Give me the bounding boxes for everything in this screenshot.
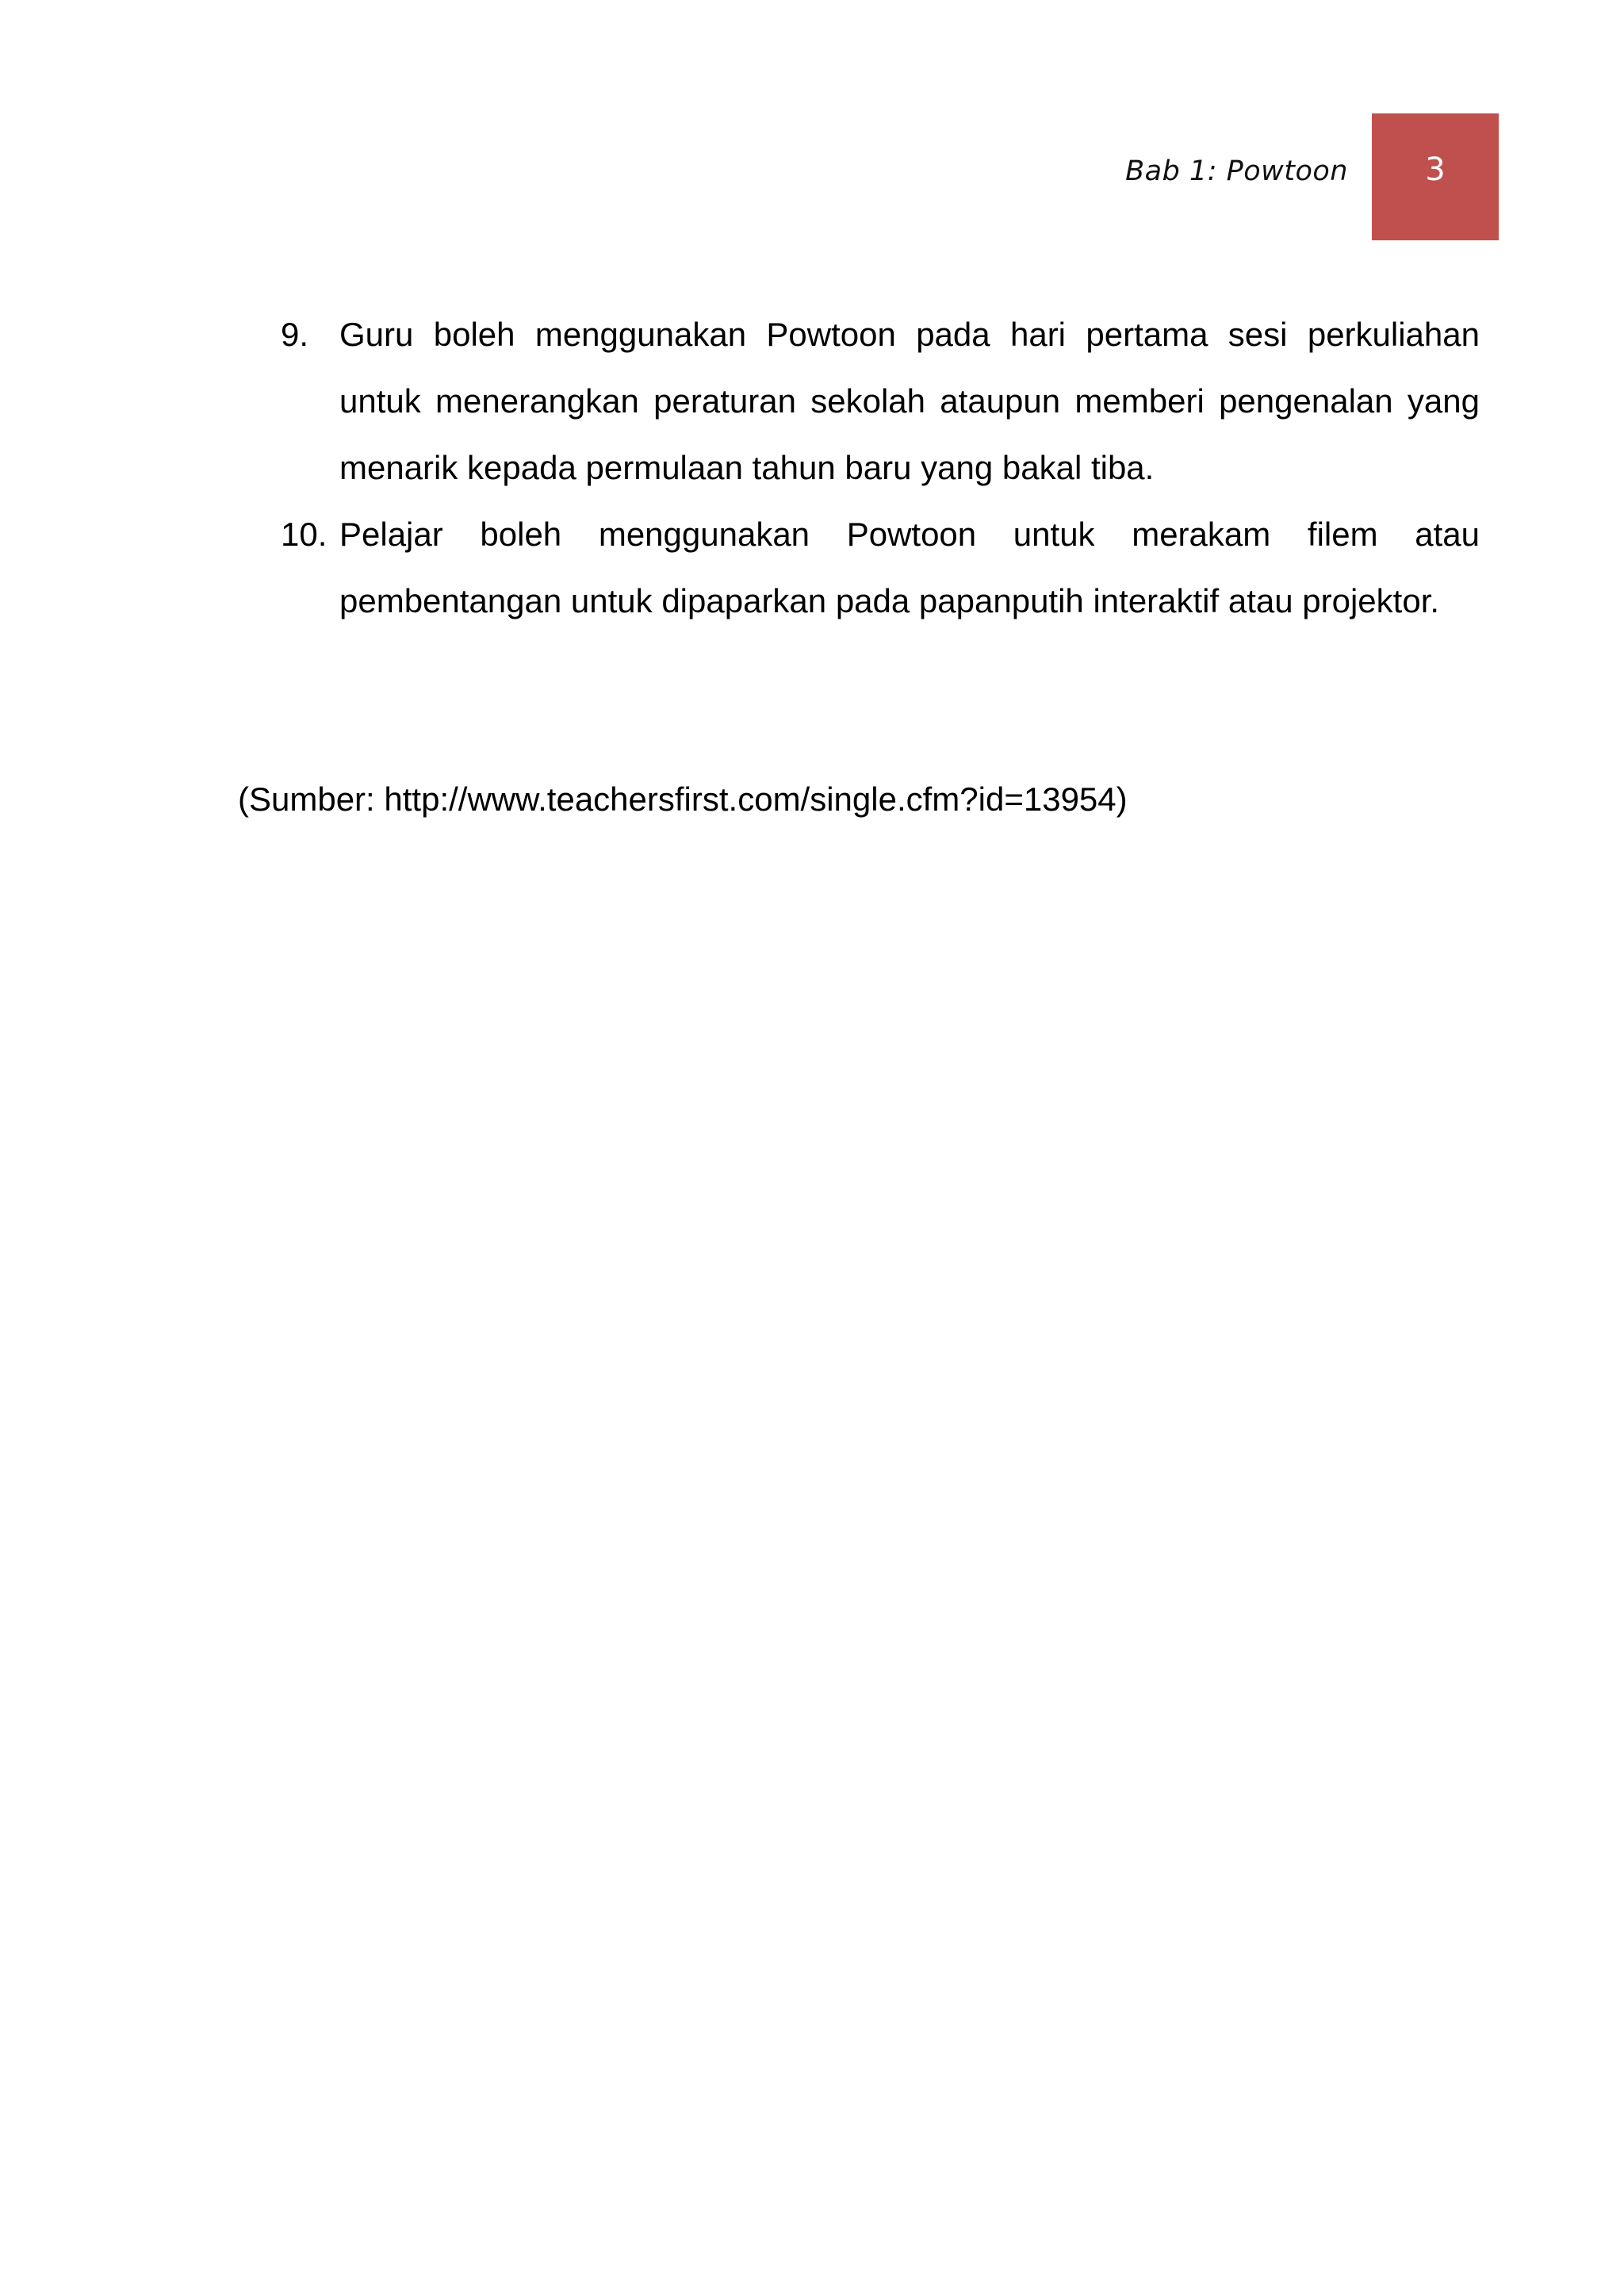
header-title: Bab 1: Powtoon [1125, 155, 1348, 187]
source-note: (Sumber: http://www.teachersfirst.com/single.cfm?id=13954) [238, 780, 1128, 818]
page-number-box [1372, 113, 1499, 240]
list-item-text: Pelajar boleh menggunakan Powtoon untuk merakam filem atau pembentangan untuk dipaparkan pada papanputih interaktif atau projektor. [339, 516, 1480, 619]
numbered-list [279, 301, 1480, 635]
list-item-number: 10. [281, 516, 327, 553]
list-item [279, 301, 1480, 501]
list-item [279, 501, 1480, 635]
list-item-text: Guru boleh menggunakan Powtoon pada hari pertama sesi perkuliahan untuk menerangkan peraturan sekolah ataupun memberi pengenalan yang menarik kepada permulaan tahun baru yang bakal tiba. [339, 316, 1480, 486]
list-item-number: 9. [281, 316, 309, 353]
page-number: 3 [1425, 151, 1446, 188]
